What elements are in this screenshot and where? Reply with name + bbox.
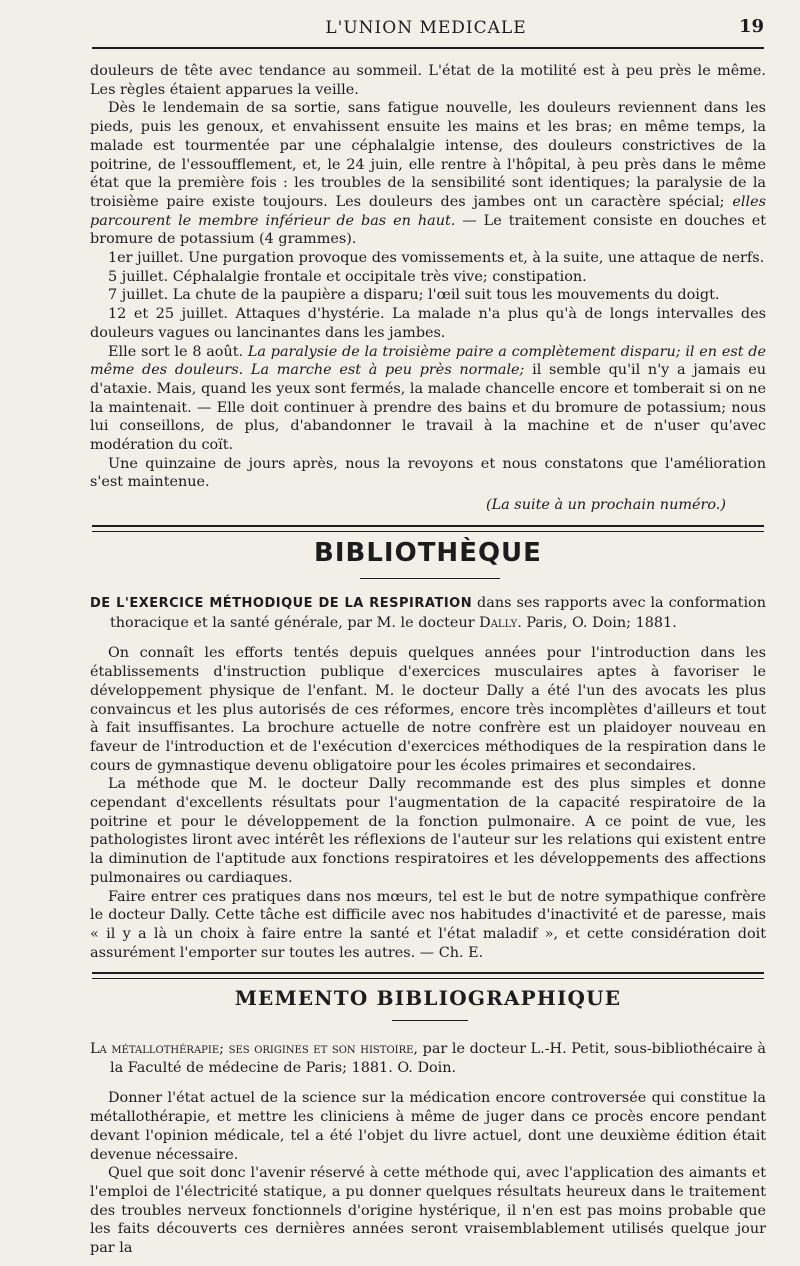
review-paragraph: Faire entrer ces pratiques dans nos mœurs, tel est le but de notre sympathique confrère le docteur Dally. Cette tâche est difficile avec nos habitudes d'inactivité et de paresse, mais « il y a là un choix à faire entre la santé et l'état maladif », et cette considération doit assurément l'emporter sur toutes les autres. — Ch. E. [90,888,766,961]
heading-underline [392,1020,468,1021]
book-details: par le docteur L.-H. Petit, sous-bibliothécaire à la Faculté de médecine de Paris; 1881. O. Doin. [110,1041,766,1076]
case-text: Dès le lendemain de sa sortie, sans fatigue nouvelle, les douleurs reviennent dans les pieds, puis les genoux, et envahissent ensuite les mains et les bras; en même temps, la malade est tourmentée par une céphalalgie intense, des douleurs constrictives de la poitrine, de l'essoufflement, et, le 24 juin, elle rentre à l'hôpital, à peu près dans le même état que la première fois : les troubles de la sensibilité sont identiques; la paralysie de la troisième paire existe toujours. Les douleurs des jambes ont un caractère spécial; [90,100,766,210]
journal-title: L'UNION MEDICALE [325,18,527,38]
bibliotheque-section [90,594,766,962]
case-report [90,62,766,515]
memento-paragraph: Quel que soit donc l'avenir réservé à cette méthode qui, avec l'application des aimants et l'emploi de l'électricité statique, a pu donner quelques résultats heureux dans le traitement des troubles nerveux fonctionnels d'origine hystérique, il n'en est pas moins probable que les faits découverts ces dernières années seront vraisemblablement utilisés quelque jour par la [90,1165,766,1257]
case-paragraph: 12 et 25 juillet. Attaques d'hystérie. La malade n'a plus qu'à de longs intervalles des douleurs vagues ou lancinantes dans les jambes. [90,306,766,341]
case-paragraph: douleurs de tête avec tendance au sommeil. L'état de la motilité est à peu près le même. Les règles étaient apparues la veille. [90,63,766,98]
page-number: 19 [738,16,764,37]
case-paragraph: 1er juillet. Une purgation provoque des vomissements et, à la suite, une attaque de nerfs. [108,250,765,267]
case-paragraph [90,343,766,455]
bibliotheque-heading: BIBLIOTHÈQUE [314,538,542,568]
case-paragraph [90,99,766,249]
case-text: il semble qu'il n'y a jamais eu d'ataxie. Mais, quand les yeux sont fermés, la malade chancelle encore et tomberait si on ne la maintenait. — Elle doit continuer à prendre des bains et du bromure de potassium; nous lui conseillons, de plus, d'abandonner le travail à la machine et de n'user qu'avec modération du coït. [90,362,766,454]
case-italic-text: elles parcourent le membre inférieur de bas en haut. [90,193,766,229]
case-paragraph: Une quinzaine de jours après, nous la revoyons et nous constatons que l'amélioration s'est maintenue. [90,455,766,491]
heading-underline [360,578,500,579]
book-author: Dally [479,614,518,631]
review-paragraph: La méthode que M. le docteur Dally recommande est des plus simples et donne cependant d'excellents résultats pour l'augmentation de la capacité respiratoire de la poitrine et pour le développement de la fonction pulmonaire. A ce point de vue, les pathologistes liront avec intérêt les réflexions de l'auteur sur les relations qui existent entre la diminution de l'aptitude aux fonctions respiratoires et les développements des affections pulmonaires ou cardiaques. [90,776,766,886]
running-head [88,14,764,40]
memento-heading: MEMENTO BIBLIOGRAPHIQUE [234,986,622,1010]
review-paragraph: On connaît les efforts tentés depuis quelques années pour l'introduction dans les établissements d'instruction publique d'exercices musculaires aptes à favoriser le développement physique de l'enfant. M. le docteur Dally a été l'un des avocats les plus convaincus et les plus autorisés de ces réformes, encore très incomplètes d'ailleurs et tout à fait insuffisantes. La brochure actuelle de notre confrère est un plaidoyer nouveau en faveur de l'introduction et de l'exécution d'exercices méthodiques de la respiration dans le cours de gymnastique devenu obligatoire pour les écoles primaires et secondaires. [90,645,766,774]
book-publisher: . Paris, O. Doin; 1881. [517,614,677,631]
case-paragraph: 5 juillet. Céphalalgie frontale et occipitale très vive; constipation. [108,268,587,285]
case-paragraph: 7 juillet. La chute de la paupière a disparu; l'œil suit tous les mouvements du doigt. [108,287,720,304]
book-reference [90,1040,766,1077]
memento-section [90,1040,766,1258]
section-divider [92,972,764,979]
book-title: La métallothérapie; ses origines et son histoire, [90,1041,419,1057]
case-text: Elle sort le 8 août. [108,343,244,360]
book-title: DE L'EXERCICE MÉTHODIQUE DE LA RESPIRATION [90,596,473,611]
book-details: dans ses rapports avec la conformation thoracique et la santé générale, par M. le docteur [110,595,766,631]
case-italic-text: La paralysie de la troisième paire a complètement disparu; il en est de même des douleurs. La marche est à peu près normale; [90,343,766,379]
section-divider [92,525,764,532]
memento-paragraph: Donner l'état actuel de la science sur la médication encore controversée qui constitue la métallothérapie, et mettre les cliniciens à même de juger dans ce procès encore pendant devant l'opinion médicale, tel a été l'objet du livre actuel, dont une deuxième édition était devenue nécessaire. [90,1090,766,1163]
case-text: — Le traitement consiste en douches et bromure de potassium (4 grammes). [90,212,767,248]
continuation-text: (La suite à un prochain numéro.) [485,497,726,514]
header-rule [92,47,764,49]
book-reference [90,594,766,632]
continuation-note [90,496,766,515]
